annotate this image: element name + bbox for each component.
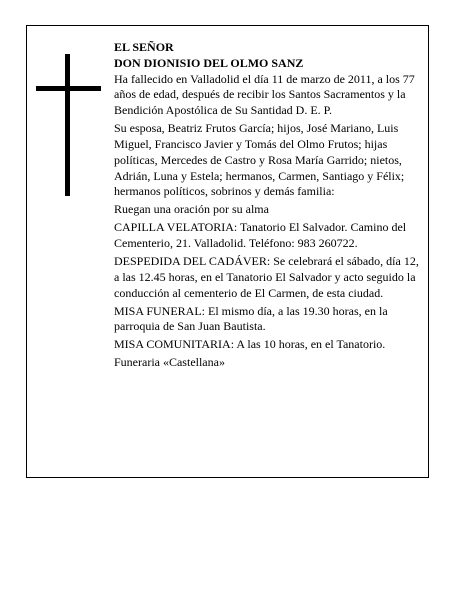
chapel-info: CAPILLA VELATORIA: Tanatorio El Salvador. Camino del Cementerio, 21. Valladolid. Teléfono: 983 260722.: [114, 220, 407, 251]
deceased-name: DON DIONISIO DEL OLMO SANZ: [114, 55, 304, 70]
funeral-home: Funeraria «Castellana»: [114, 355, 225, 370]
death-announcement: Ha fallecido en Valladolid el día 11 de marzo de 2011, a los 77 años de edad, después de recibir los Santos Sacramentos y la Bendición Apostólica de Su Santidad D. E. P.: [114, 71, 415, 118]
obituary-text: [114, 40, 426, 373]
cross-icon: [36, 54, 101, 196]
title-line-1: EL SEÑOR: [114, 40, 174, 54]
funeral-mass-info: MISA FUNERAL: El mismo día, a las 19.30 horas, en la parroquia de San Juan Bautista.: [114, 303, 388, 334]
cross-vertical-bar: [65, 54, 70, 196]
cross-horizontal-bar: [36, 86, 101, 91]
prayer-request: Ruegan una oración por su alma: [114, 202, 269, 217]
community-mass-info: MISA COMUNITARIA: A las 10 horas, en el Tanatorio.: [114, 337, 386, 352]
farewell-info: DESPEDIDA DEL CADÁVER: Se celebrará el sábado, día 12, a las 12.45 horas, en el Tanatorio El Salvador y acto seguido la conducción al cementerio de El Carmen, de esta ciudad.: [114, 254, 419, 300]
family-list: Su esposa, Beatriz Frutos García; hijos, José Mariano, Luis Miguel, Francisco Javier y Tomás del Olmo Frutos; hijas políticas, Mercedes de Castro y Rosa María Garrido; nietos, Adrián, Luna y Estela; hermanos, Carmen, Santiago y Félix; hermanos políticos, sobrinos y demás familia:: [114, 121, 405, 199]
